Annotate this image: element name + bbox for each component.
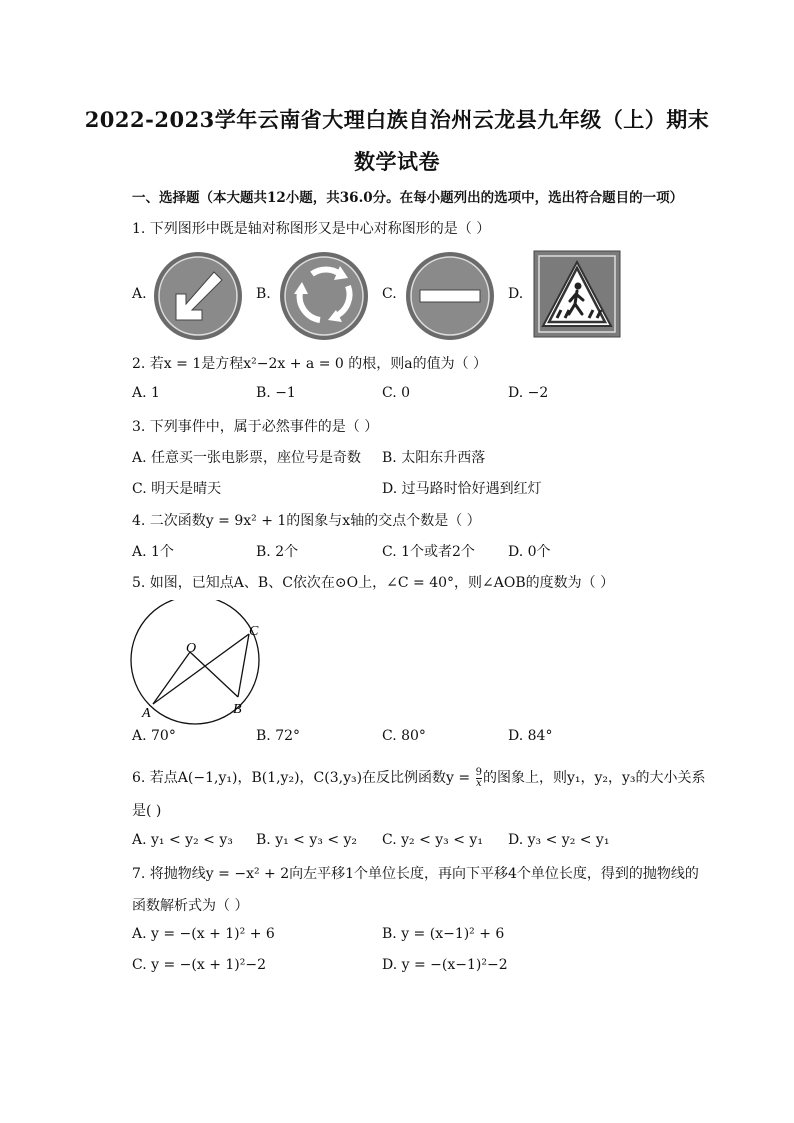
q5-option-a: A. 70° bbox=[132, 728, 176, 744]
q6-frac-den: x bbox=[475, 777, 482, 789]
q7-option-a: A. y = −(x + 1)² + 6 bbox=[132, 926, 275, 942]
arrow-sign-icon bbox=[152, 250, 244, 342]
q4-option-d: D. 0个 bbox=[508, 544, 551, 560]
q3-stem: 3. 下列事件中，属于必然事件的是（ ） bbox=[132, 419, 379, 435]
pedestrian-crossing-sign-icon bbox=[533, 250, 621, 338]
q4-option-a: A. 1个 bbox=[132, 544, 174, 560]
q6-stem-part1: 6. 若点A(−1,y₁)，B(1,y₂)，C(3,y₃)在反比例函数y = bbox=[132, 770, 475, 786]
q6-fraction bbox=[476, 768, 482, 789]
q2-option-a: A. 1 bbox=[132, 385, 160, 401]
paper-title-line2: 数学试卷 bbox=[354, 149, 440, 174]
q3-option-b: B. 太阳东升西落 bbox=[382, 450, 486, 466]
q7-stem-line1: 7. 将抛物线y = −x² + 2向左平移1个单位长度，再向下平移4个单位长度，得到的抛物线的 bbox=[132, 866, 699, 882]
label-c: C bbox=[249, 624, 259, 639]
label-a: A bbox=[142, 706, 151, 721]
q6-option-a: A. y₁ < y₂ < y₃ bbox=[132, 832, 233, 848]
q2-option-c: C. 0 bbox=[382, 385, 411, 401]
paper-title-line1: 2022-2023学年云南省大理白族自治州云龙县九年级（上）期末 bbox=[84, 107, 710, 132]
q6-frac-num: 9 bbox=[475, 766, 482, 778]
circle-geometry-figure bbox=[126, 600, 276, 725]
q1-label-a: A. bbox=[132, 286, 147, 302]
q7-stem-line2: 函数解析式为（ ） bbox=[132, 898, 249, 914]
q3-option-c: C. 明天是晴天 bbox=[132, 481, 222, 497]
q1-label-b: B. bbox=[256, 286, 271, 302]
q3-option-d: D. 过马路时恰好遇到红灯 bbox=[382, 481, 542, 497]
q5-stem: 5. 如图，已知点A、B、C依次在⊙O上，∠C = 40°，则∠AOB的度数为（ ） bbox=[132, 575, 615, 591]
q5-option-c: C. 80° bbox=[382, 728, 426, 744]
q7-option-c: C. y = −(x + 1)²−2 bbox=[132, 957, 266, 973]
section-header: 一、选择题（本大题共12小题，共36.0分。在每小题列出的选项中，选出符合题目的一项） bbox=[132, 190, 684, 206]
q6-option-b: B. y₁ < y₃ < y₂ bbox=[256, 832, 358, 848]
q7-option-b: B. y = (x−1)² + 6 bbox=[382, 926, 505, 942]
q1-label-d: D. bbox=[508, 286, 524, 302]
q4-option-c: C. 1个或者2个 bbox=[382, 544, 475, 560]
q6-stem bbox=[132, 767, 706, 789]
q7-option-d: D. y = −(x−1)²−2 bbox=[382, 957, 508, 973]
label-o: O bbox=[186, 641, 197, 656]
q2-option-b: B. −1 bbox=[256, 385, 296, 401]
q2-stem: 2. 若x = 1是方程x²−2x + a = 0 的根，则a的值为（ ） bbox=[132, 356, 488, 372]
q1-label-c: C. bbox=[382, 286, 397, 302]
q6-stem-line2: 是( ) bbox=[132, 803, 162, 819]
no-entry-sign-icon bbox=[404, 250, 496, 342]
q1-stem: 1. 下列图形中既是轴对称图形又是中心对称图形的是（ ） bbox=[132, 221, 491, 237]
q4-stem: 4. 二次函数y = 9x² + 1的图象与x轴的交点个数是（ ） bbox=[132, 513, 481, 529]
q5-option-b: B. 72° bbox=[256, 728, 301, 744]
q3-option-a: A. 任意买一张电影票，座位号是奇数 bbox=[132, 450, 362, 466]
q5-option-d: D. 84° bbox=[508, 728, 553, 744]
q6-option-d: D. y₃ < y₂ < y₁ bbox=[508, 832, 610, 848]
q4-option-b: B. 2个 bbox=[256, 544, 299, 560]
q6-option-c: C. y₂ < y₃ < y₁ bbox=[382, 832, 483, 848]
q6-stem-part2: 的图象上，则y₁，y₂，y₃的大小关系 bbox=[482, 770, 706, 786]
roundabout-sign-icon bbox=[278, 250, 370, 342]
label-b: B bbox=[233, 702, 242, 717]
q2-option-d: D. −2 bbox=[508, 385, 549, 401]
